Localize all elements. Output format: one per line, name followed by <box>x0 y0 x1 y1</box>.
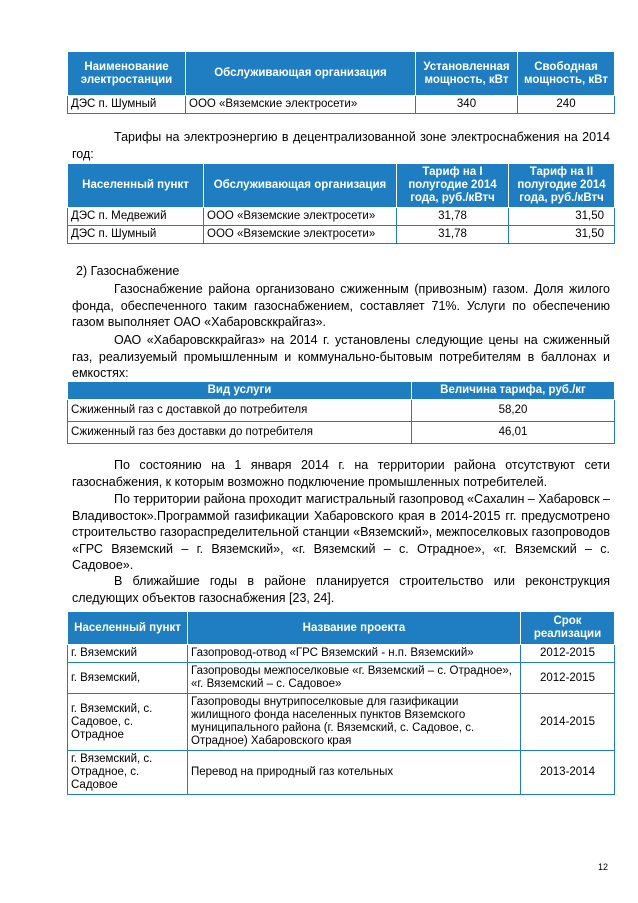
header-cell: Название проекта <box>188 612 521 645</box>
table-row <box>68 226 615 244</box>
table-header-row <box>68 382 615 400</box>
table-cell: г. Вяземский, <box>68 663 188 694</box>
table-row <box>68 422 615 444</box>
table-cell: 58,20 <box>412 400 615 422</box>
gas-price-table <box>67 381 615 444</box>
paragraph <box>72 332 610 382</box>
paragraph-text: По территории района проходит магистральный газопровод «Сахалин – Хабаровск – Владивосток».Программой газификации Хабаровского края в 2014-2015 гг. предусмотрено строительство газораспределительной станции «Вяземский», межпоселковых газопроводов «ГРС Вяземский – г. Вяземский», «г. Вяземский – с. Отрадное», «г. Вяземский – с. Садовое». <box>72 492 610 572</box>
table-row <box>68 645 615 663</box>
table-cell: 31,78 <box>397 226 509 244</box>
table-cell: Газопроводы внутрипоселковые для газификации жилищного фонда населенных пунктов Вяземского муниципального района (г. Вяземский, с. Садовое, с. Отрадное) Хабаровского края <box>188 694 521 751</box>
paragraph-text: По состоянию на 1 января 2014 г. на территории района отсутствуют сети газоснабжения, к которым возможно подключение промышленных потребителей. <box>72 458 610 489</box>
table-cell: ООО «Вяземские электросети» <box>204 208 397 226</box>
table-header-row <box>68 612 615 645</box>
table-header-row <box>68 164 615 208</box>
paragraph <box>72 457 610 490</box>
table-cell: 240 <box>518 96 615 114</box>
table-cell: ДЭС п. Шумный <box>68 96 186 114</box>
paragraph-text: Тарифы на электроэнергию в децентрализованной зоне электроснабжения на 2014 год: <box>72 130 610 161</box>
table-row <box>68 96 615 114</box>
paragraph-text: В ближайшие годы в районе планируется строительство или реконструкция следующих объектов газоснабжения [23, 24]. <box>72 574 610 605</box>
header-cell: Величина тарифа, руб./кг <box>412 382 615 400</box>
paragraph-text: ОАО «Хабаровсккрайгаз» на 2014 г. установлены следующие цены на сжиженный газ, реализуемый промышленным и коммунально-бытовым потребителям в баллонах и емкостях: <box>72 333 610 380</box>
table-cell: ДЭС п. Шумный <box>68 226 204 244</box>
table-row <box>68 400 615 422</box>
header-cell: Обслуживающая организация <box>204 164 397 208</box>
table-cell: Перевод на природный газ котельных <box>188 751 521 795</box>
tariff-table <box>67 163 615 244</box>
section-heading-text: 2) Газоснабжение <box>76 264 180 278</box>
table-cell: г. Вяземский, с. Отрадное, с. Садовое <box>68 751 188 795</box>
table-cell: Сжиженный газ без доставки до потребителя <box>68 422 412 444</box>
page-number: 12 <box>597 862 608 872</box>
table-row <box>68 694 615 751</box>
table-cell: ООО «Вяземские электросети» <box>204 226 397 244</box>
table-row <box>68 751 615 795</box>
table-cell: 31,78 <box>397 208 509 226</box>
table-cell: 2012-2015 <box>521 663 615 694</box>
table-cell: 31,50 <box>509 226 615 244</box>
table-cell: Газопровод-отвод «ГРС Вяземский - н.п. Вяземский» <box>188 645 521 663</box>
table-cell: 46,01 <box>412 422 615 444</box>
table-row <box>68 663 615 694</box>
table-cell: 2012-2015 <box>521 645 615 663</box>
table-header-row <box>68 52 615 96</box>
header-cell: Установленная мощность, кВт <box>416 52 518 96</box>
section-heading <box>76 263 614 280</box>
header-cell: Свободная мощность, кВт <box>518 52 615 96</box>
header-cell: Тариф на II полугодие 2014 года, руб./кВтч <box>509 164 615 208</box>
table-cell: Газопроводы межпоселковые «г. Вяземский – с. Отрадное», «г. Вяземский – с. Садовое» <box>188 663 521 694</box>
header-cell: Наименование электростанции <box>68 52 186 96</box>
header-cell: Вид услуги <box>68 382 412 400</box>
table-cell: ООО «Вяземские электросети» <box>186 96 416 114</box>
table-cell: г. Вяземский, с. Садовое, с. Отрадное <box>68 694 188 751</box>
table-row <box>68 208 615 226</box>
header-cell: Обслуживающая организация <box>186 52 416 96</box>
table-cell: 2013-2014 <box>521 751 615 795</box>
gas-projects-table <box>67 611 615 795</box>
power-station-table <box>67 51 615 114</box>
paragraph <box>72 491 610 574</box>
header-cell: Населенный пункт <box>68 612 188 645</box>
paragraph <box>72 281 610 331</box>
header-cell: Срок реализации <box>521 612 615 645</box>
header-cell: Тариф на I полугодие 2014 года, руб./кВтч <box>397 164 509 208</box>
table-cell: 31,50 <box>509 208 615 226</box>
table-cell: г. Вяземский <box>68 645 188 663</box>
paragraph <box>72 129 610 162</box>
table-cell: Сжиженный газ с доставкой до потребителя <box>68 400 412 422</box>
paragraph <box>72 573 610 606</box>
table-cell: 340 <box>416 96 518 114</box>
table-cell: 2014-2015 <box>521 694 615 751</box>
table-cell: ДЭС п. Медвежий <box>68 208 204 226</box>
paragraph-text: Газоснабжение района организовано сжиженным (привозным) газом. Доля жилого фонда, обеспеченного таким газоснабжением, составляет 71%. Услуги по обеспечению газом выполняет ОАО «Хабаровсккрайгаз». <box>72 282 610 329</box>
header-cell: Населенный пункт <box>68 164 204 208</box>
